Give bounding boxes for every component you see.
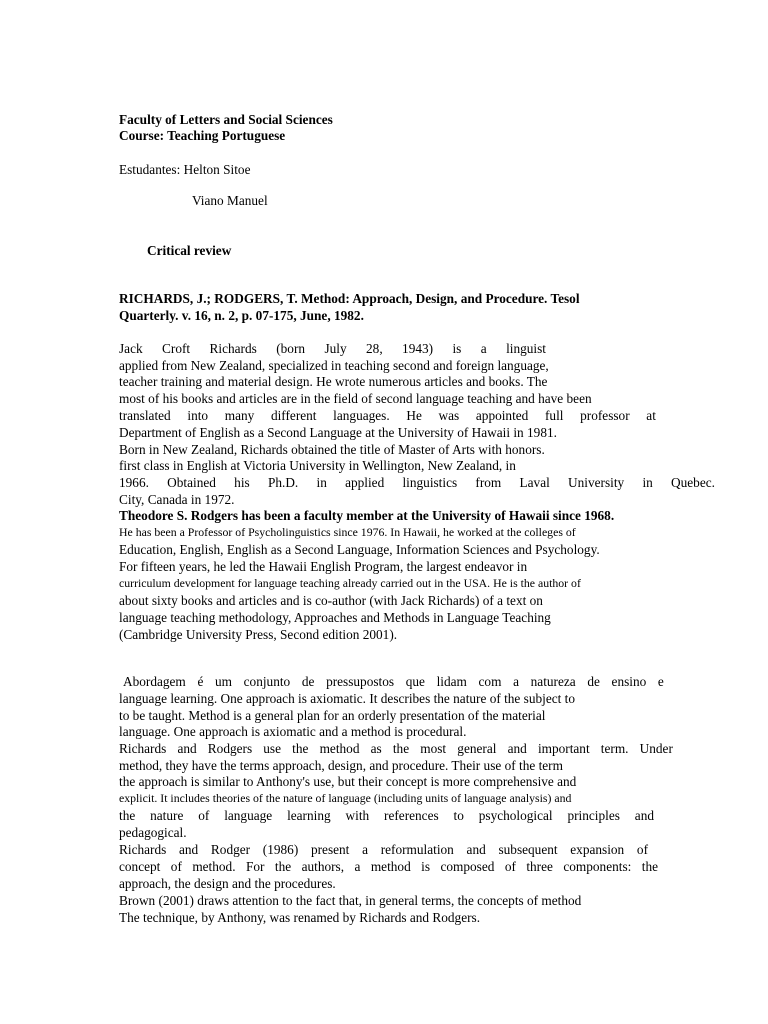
word: different: [270, 408, 317, 423]
word: Quebec.: [671, 475, 715, 490]
word: to: [453, 808, 464, 823]
word: composed: [440, 859, 495, 874]
word: references: [384, 808, 439, 823]
p3-line-15: The technique, by Anthony, was renamed by Richards and Rodgers.: [119, 910, 481, 925]
word: Abordagem: [123, 674, 186, 689]
p1-line-8: first class in English at Victoria University in Wellington, New Zealand, in: [119, 458, 516, 473]
word: of: [636, 842, 648, 857]
word: term.: [600, 741, 629, 756]
word: (1986): [262, 842, 299, 857]
word: Croft: [162, 341, 191, 356]
word: method: [370, 859, 411, 874]
word: pressupostos: [326, 674, 395, 689]
word: of: [504, 859, 516, 874]
p2-line-1: Theodore S. Rodgers has been a faculty member at the University of Hawaii since 1968.: [119, 508, 615, 523]
word: into: [187, 408, 209, 423]
word: is: [452, 341, 462, 356]
word: was: [438, 408, 460, 423]
word: linguist: [506, 341, 546, 356]
word: and: [179, 842, 199, 857]
word: method: [319, 741, 360, 756]
p3-line-7: the approach is similar to Anthony's use, but their concept is more comprehensive and: [119, 774, 577, 789]
word: many: [224, 408, 255, 423]
p2-line-3: Education, English, English as a Second Language, Information Sciences and Psychology.: [119, 542, 600, 557]
word: in: [316, 475, 327, 490]
word: languages.: [333, 408, 390, 423]
word: three: [526, 859, 553, 874]
word: 28,: [366, 341, 383, 356]
word: subsequent: [498, 842, 558, 857]
word: the: [641, 859, 658, 874]
word: present: [310, 842, 350, 857]
word: and: [466, 842, 486, 857]
word: For: [245, 859, 265, 874]
p2-line-7: language teaching methodology, Approaches and Methods in Language Teaching: [119, 610, 551, 625]
students-line: Estudantes: Helton Sitoe: [119, 162, 251, 177]
p3-line-9: [119, 807, 654, 824]
p1-line-3: teacher training and material design. He wrote numerous articles and books. The: [119, 374, 548, 389]
word: from: [475, 475, 502, 490]
word: authors,: [301, 859, 345, 874]
word: the: [274, 859, 292, 874]
p2-line-8: (Cambridge University Press, Second edition 2001).: [119, 627, 398, 642]
word: principles: [567, 808, 620, 823]
word: He: [406, 408, 422, 423]
word: at: [646, 408, 656, 423]
word: 1966.: [119, 475, 149, 490]
p3-line-12: [119, 858, 658, 875]
word: 1943): [402, 341, 434, 356]
p2-line-5: curriculum development for language teaching already carried out in the USA. He is the author of: [119, 576, 581, 590]
p3-line-3: to be taught. Method is a general plan for an orderly presentation of the material: [119, 708, 546, 723]
word: que: [405, 674, 425, 689]
reference-line-2: Quarterly. v. 16, n. 2, p. 07-175, June, 1982.: [119, 308, 364, 323]
word: and: [177, 741, 197, 756]
p2-line-6: about sixty books and articles and is co-author (with Jack Richards) of a text on: [119, 593, 543, 608]
p1-line-4: most of his books and articles are in the field of second language teaching and have been: [119, 391, 592, 406]
word: language: [224, 808, 273, 823]
word: Richards: [119, 842, 167, 857]
p2-line-4: For fifteen years, he led the Hawaii English Program, the largest endeavor in: [119, 559, 528, 574]
word: um: [215, 674, 232, 689]
word: com: [478, 674, 502, 689]
word: of: [198, 808, 210, 823]
p3-line-10: pedagogical.: [119, 825, 187, 840]
word: translated: [119, 408, 171, 423]
word: his: [234, 475, 250, 490]
word: Obtained: [167, 475, 216, 490]
word: nature: [150, 808, 184, 823]
p3-line-6: method, they have the terms approach, design, and procedure. Their use of the term: [119, 758, 563, 773]
p1-line-5: [119, 407, 656, 424]
word: important: [537, 741, 590, 756]
word: a: [513, 674, 519, 689]
word: Jack: [119, 341, 143, 356]
word: applied: [345, 475, 385, 490]
p1-line-7: Born in New Zealand, Richards obtained the title of Master of Arts with honors.: [119, 442, 545, 457]
p1-line-9: [119, 474, 715, 491]
word: in: [642, 475, 653, 490]
course-line: Course: Teaching Portuguese: [119, 128, 286, 143]
word: as: [370, 741, 382, 756]
word: Richards: [119, 741, 167, 756]
p1-line-1: [119, 340, 546, 357]
word: most: [420, 741, 447, 756]
word: lidam: [436, 674, 467, 689]
p2-line-2: He has been a Professor of Psycholinguistics since 1976. In Hawaii, he worked at the colleges of: [119, 525, 576, 539]
p3-line-5: [119, 740, 673, 757]
faculty-line: Faculty of Letters and Social Sciences: [119, 112, 333, 127]
p1-line-2: applied from New Zealand, specialized in teaching second and foreign language,: [119, 358, 549, 373]
word: learning: [287, 808, 331, 823]
word: Under: [639, 741, 673, 756]
word: is: [421, 859, 431, 874]
word: professor: [580, 408, 630, 423]
word: with: [345, 808, 370, 823]
word: psychological: [478, 808, 553, 823]
word: linguistics: [402, 475, 458, 490]
student-name-2: Viano Manuel: [192, 193, 268, 208]
p3-line-2: language learning. One approach is axiomatic. It describes the nature of the subject to: [119, 691, 575, 706]
word: conjunto: [243, 674, 291, 689]
word: and: [634, 808, 654, 823]
word: the: [119, 808, 136, 823]
word: Laval: [519, 475, 550, 490]
word: concept: [119, 859, 161, 874]
word: method.: [192, 859, 236, 874]
word: use: [263, 741, 282, 756]
word: Ph.D.: [267, 475, 299, 490]
word: components:: [563, 859, 632, 874]
word: expansion: [570, 842, 625, 857]
p3-line-14: Brown (2001) draws attention to the fact that, in general terms, the concepts of method: [119, 893, 582, 908]
p1-line-6: Department of English as a Second Language at the University of Hawaii in 1981.: [119, 425, 557, 440]
p3-line-13: approach, the design and the procedures.: [119, 876, 336, 891]
word: ensino: [611, 674, 647, 689]
word: Richards: [209, 341, 257, 356]
word: de: [301, 674, 315, 689]
p1-line-10: City, Canada in 1972.: [119, 492, 235, 507]
document-title: Critical review: [147, 243, 232, 258]
word: of: [170, 859, 182, 874]
word: reformulation: [380, 842, 454, 857]
word: the: [292, 741, 309, 756]
word: July: [324, 341, 347, 356]
p3-line-4: language. One approach is axiomatic and a method is procedural.: [119, 724, 467, 739]
word: a: [354, 859, 361, 874]
word: a: [480, 341, 487, 356]
word: and: [507, 741, 527, 756]
p3-line-8: explicit. It includes theories of the nature of language (including units of language analysis) and: [119, 791, 572, 805]
word: de: [587, 674, 600, 689]
word: University: [568, 475, 625, 490]
word: Rodgers: [207, 741, 253, 756]
word: full: [545, 408, 564, 423]
word: the: [392, 741, 410, 756]
word: é: [197, 674, 204, 689]
p3-line-1: [123, 673, 664, 690]
p3-line-11: [119, 841, 648, 858]
word: Rodger: [210, 842, 251, 857]
word: (born: [276, 341, 306, 356]
word: general: [457, 741, 497, 756]
word: e: [657, 674, 664, 689]
word: natureza: [530, 674, 576, 689]
reference-line-1: RICHARDS, J.; RODGERS, T. Method: Approach, Design, and Procedure. Tesol: [119, 291, 580, 306]
word: a: [362, 842, 368, 857]
word: appointed: [475, 408, 529, 423]
